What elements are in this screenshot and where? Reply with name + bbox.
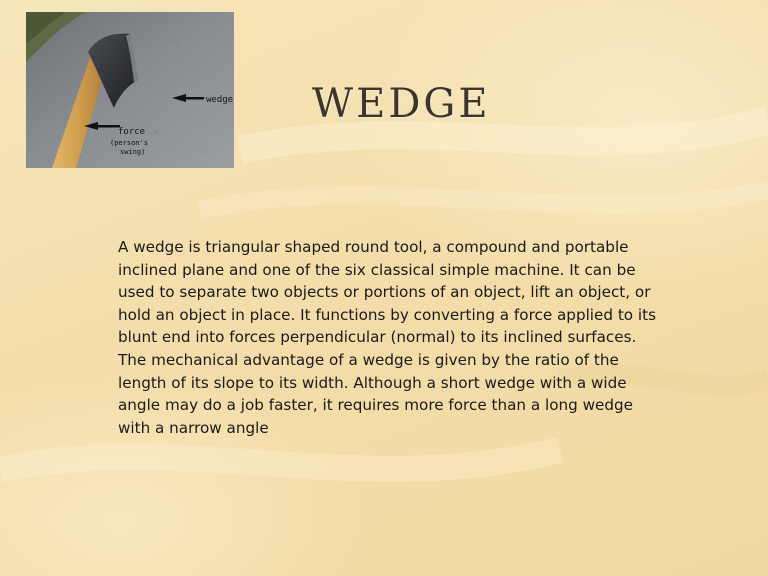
slide-body-text: A wedge is triangular shaped round tool, a compound and portable inclined plane and one of the six classical simple machine. It can be used to separate two objects or portions of an object, lift an object, or hold an object in place. It functions by converting a force applied to its blunt end into forces perpendicular (normal) to its inclined surfaces. The mechanical advantage of a wedge is given by the ratio of the length of its slope to its width. Although a short wedge with a wide angle may do a job faster, it requires more force than a long wedge with a narrow angle	[118, 238, 656, 437]
wedge-label: wedge	[206, 95, 234, 105]
force-sub-line1: (person's	[110, 139, 148, 147]
force-label: force	[118, 127, 146, 137]
axe-photo	[26, 12, 234, 168]
slide-title: WEDGE	[312, 81, 491, 127]
force-sub-line2: swing)	[120, 148, 146, 156]
